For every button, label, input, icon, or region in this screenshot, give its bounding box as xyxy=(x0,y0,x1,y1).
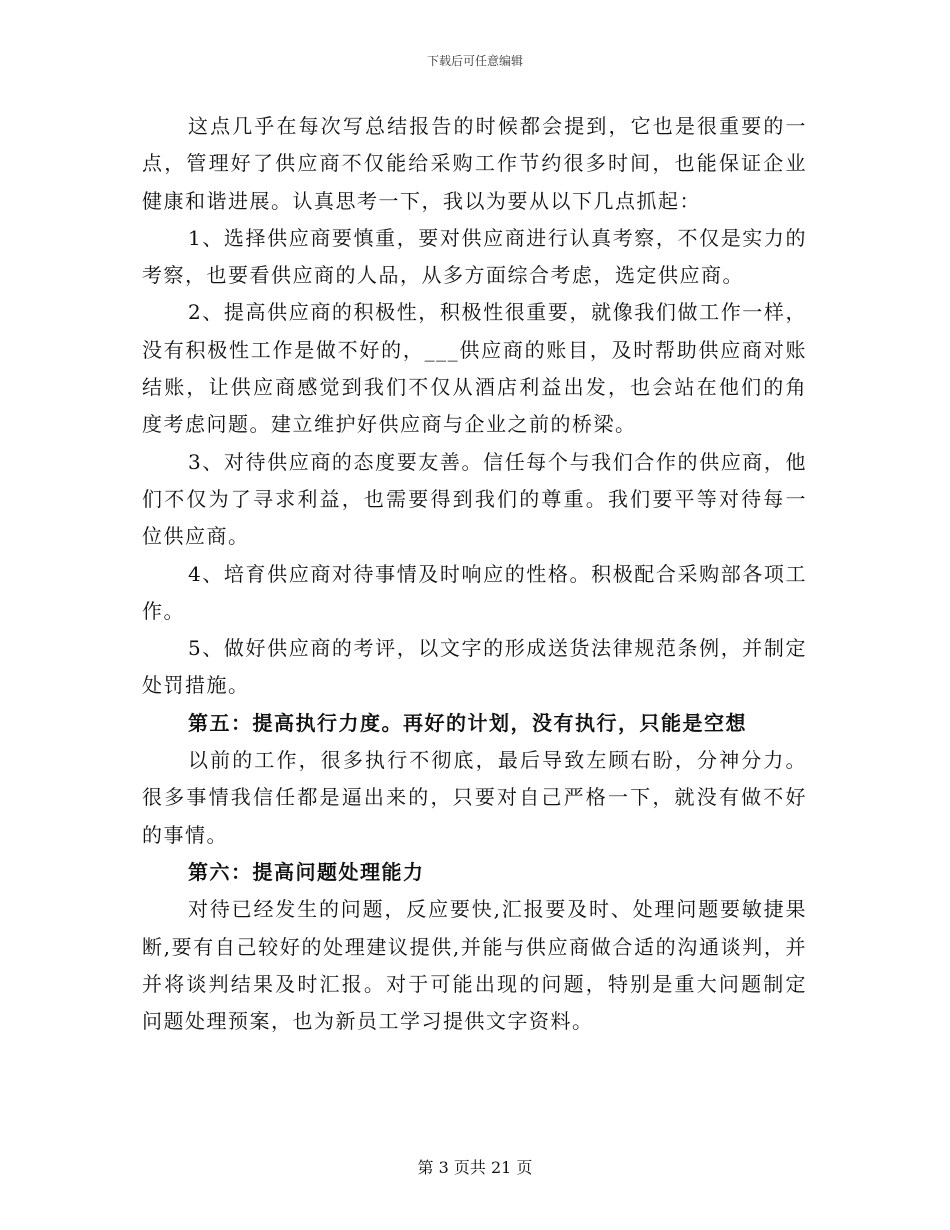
list-item-2: 2、提高供应商的积极性，积极性很重要，就像我们做工作一样，没有积极性工作是做不好的，___供应商的账目，及时帮助供应商对账结账，让供应商感觉到我们不仅从酒店利益出发，也会站在他们的角度考虑问题。建立维护好供应商与企业之前的桥梁。 xyxy=(142,300,807,437)
list-item-3: 3、对待供应商的态度要友善。信任每个与我们合作的供应商，他们不仅为了寻求利益，也需要得到我们的尊重。我们要平等对待每一位供应商。 xyxy=(142,449,807,549)
section-6-paragraph: 对待已经发生的问题，反应要快,汇报要及时、处理问题要敏捷果断,要有自己较好的处理建议提供,并能与供应商做合适的沟通谈判，并并将谈判结果及时汇报。对于可能出现的问题，特别是重大问题制定问题处理预案，也为新员工学习提供文字资料。 xyxy=(142,897,807,1034)
page-number-footer: 第 3 页共 21 页 xyxy=(417,1158,533,1177)
list-item-1: 1、选择供应商要慎重，要对供应商进行认真考察，不仅是实力的考察，也要看供应商的人品，从多方面综合考虑，选定供应商。 xyxy=(142,225,807,288)
section-heading-6: 第六：提高问题处理能力 xyxy=(188,859,425,884)
page-header: 下载后可任意编辑 xyxy=(426,54,523,68)
section-heading-5: 第五：提高执行力度。再好的计划，没有执行，只能是空想 xyxy=(188,710,747,735)
intro-paragraph: 这点几乎在每次写总结报告的时候都会提到，它也是很重要的一点，管理好了供应商不仅能给采购工作节约很多时间，也能保证企业健康和谐进展。认真思考一下，我以为要从以下几点抓起： xyxy=(142,114,807,213)
list-item-4: 4、培育供应商对待事情及时响应的性格。积极配合采购部各项工作。 xyxy=(142,561,807,623)
document-body xyxy=(142,108,807,1040)
section-5-paragraph: 以前的工作，很多执行不彻底，最后导致左顾右盼，分神分力。很多事情我信任都是逼出来的，只要对自己严格一下，就没有做不好的事情。 xyxy=(142,748,807,847)
list-item-5: 5、做好供应商的考评，以文字的形成送货法律规范条例，并制定处罚措施。 xyxy=(142,636,807,698)
